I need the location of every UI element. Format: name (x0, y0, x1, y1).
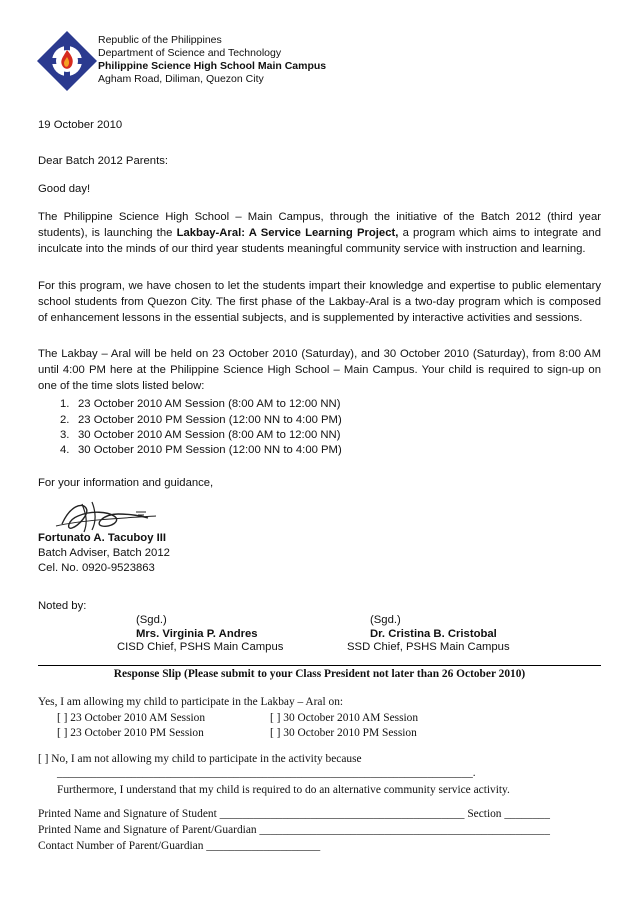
letterhead-school: Philippine Science High School Main Campus (98, 60, 327, 72)
list-number: 4. (60, 444, 70, 456)
paragraph-program: For this program, we have chosen to let the students impart their knowledge and expertise to public elementary school students from Quezon City. The first phase of the Lakbay-Aral is a two-day program which is composed of enhancement lessons in the essential subjects, and is supplemented by interactive activities and sessions. (38, 280, 601, 324)
slip-title: Response Slip (Please submit to your Class President not later than 26 October 2010) (113, 668, 526, 680)
slip-no-line[interactable]: [ ] No, I am not allowing my child to participate in the activity because (38, 753, 362, 765)
list-number: 2. (60, 414, 70, 426)
signatory-title: Batch Adviser, Batch 2012 (38, 547, 170, 559)
letter-greeting: Good day! (38, 183, 91, 195)
slip-yes-line: Yes, I am allowing my child to participate in the Lakbay – Aral on: (38, 696, 344, 708)
noted-title: CISD Chief, PSHS Main Campus (117, 641, 284, 653)
noted-name: Mrs. Virginia P. Andres (136, 628, 258, 640)
list-item (60, 443, 342, 458)
signatory-name: Fortunato A. Tacuboy III (38, 532, 167, 544)
list-text: 30 October 2010 PM Session (12:00 NN to 4:00 PM) (78, 444, 342, 456)
slip-option[interactable]: [ ] 30 October 2010 AM Session (270, 712, 419, 724)
slip-option[interactable]: [ ] 23 October 2010 PM Session (57, 727, 204, 739)
paragraph-intro-start: The Philippine Science High School – Main Campus, through the initiative of the Batch 2012 (third year students), is launching the (38, 211, 601, 239)
noted-sgd: (Sgd.) (370, 614, 401, 626)
noted-title: SSD Chief, PSHS Main Campus (347, 641, 510, 653)
slip-contact-line[interactable]: Contact Number of Parent/Guardian ____________________ (38, 840, 321, 852)
list-number: 1. (60, 398, 70, 410)
letterhead-country: Republic of the Philippines (98, 34, 222, 46)
slip-option[interactable]: [ ] 23 October 2010 AM Session (57, 712, 206, 724)
slip-option[interactable]: [ ] 30 October 2010 PM Session (270, 727, 417, 739)
letter-closing: For your information and guidance, (38, 477, 214, 489)
noted-by-label: Noted by: (38, 600, 87, 612)
slip-divider (38, 665, 601, 666)
letter-salutation: Dear Batch 2012 Parents: (38, 155, 168, 167)
noted-sgd: (Sgd.) (136, 614, 167, 626)
paragraph-schedule: The Lakbay – Aral will be held on 23 October 2010 (Saturday), and 30 October 2010 (Saturday), from 8:00 AM until 4:00 PM here at the Philippine Science High School – Main Campus. Your child is required to sign-up on one of the time slots listed below: (38, 348, 601, 392)
list-item (60, 397, 340, 412)
letterhead-department: Department of Science and Technology (98, 47, 282, 59)
paragraph-intro (38, 209, 601, 257)
slip-furthermore: Furthermore, I understand that my child is required to do an alternative community service activity. (57, 784, 510, 796)
slip-parent-signature-line[interactable]: Printed Name and Signature of Parent/Guardian ___________________________________________________ (38, 824, 550, 836)
pshs-logo-icon (36, 30, 98, 92)
signatory-phone: Cel. No. 0920-9523863 (38, 562, 155, 574)
project-name: Lakbay-Aral: A Service Learning Project, (176, 227, 399, 239)
list-item (60, 413, 342, 428)
slip-student-signature-line[interactable]: Printed Name and Signature of Student ___________________________________________ Section ________ (38, 808, 550, 820)
list-text: 23 October 2010 AM Session (8:00 AM to 12:00 NN) (78, 398, 341, 410)
list-item (60, 428, 340, 443)
slip-reason-blank[interactable]: _________________________________________________________________________. (57, 767, 476, 779)
paragraph-intro-end: a program which aims to integrate and inculcate into the minds of our third year students meaningful community service with instruction and learning. (38, 227, 601, 255)
noted-name: Dr. Cristina B. Cristobal (370, 628, 497, 640)
list-text: 23 October 2010 PM Session (12:00 NN to 4:00 PM) (78, 414, 342, 426)
list-number: 3. (60, 429, 70, 441)
letterhead-address: Agham Road, Diliman, Quezon City (98, 73, 264, 85)
list-text: 30 October 2010 AM Session (8:00 AM to 12:00 NN) (78, 429, 341, 441)
letter-date: 19 October 2010 (38, 119, 123, 131)
